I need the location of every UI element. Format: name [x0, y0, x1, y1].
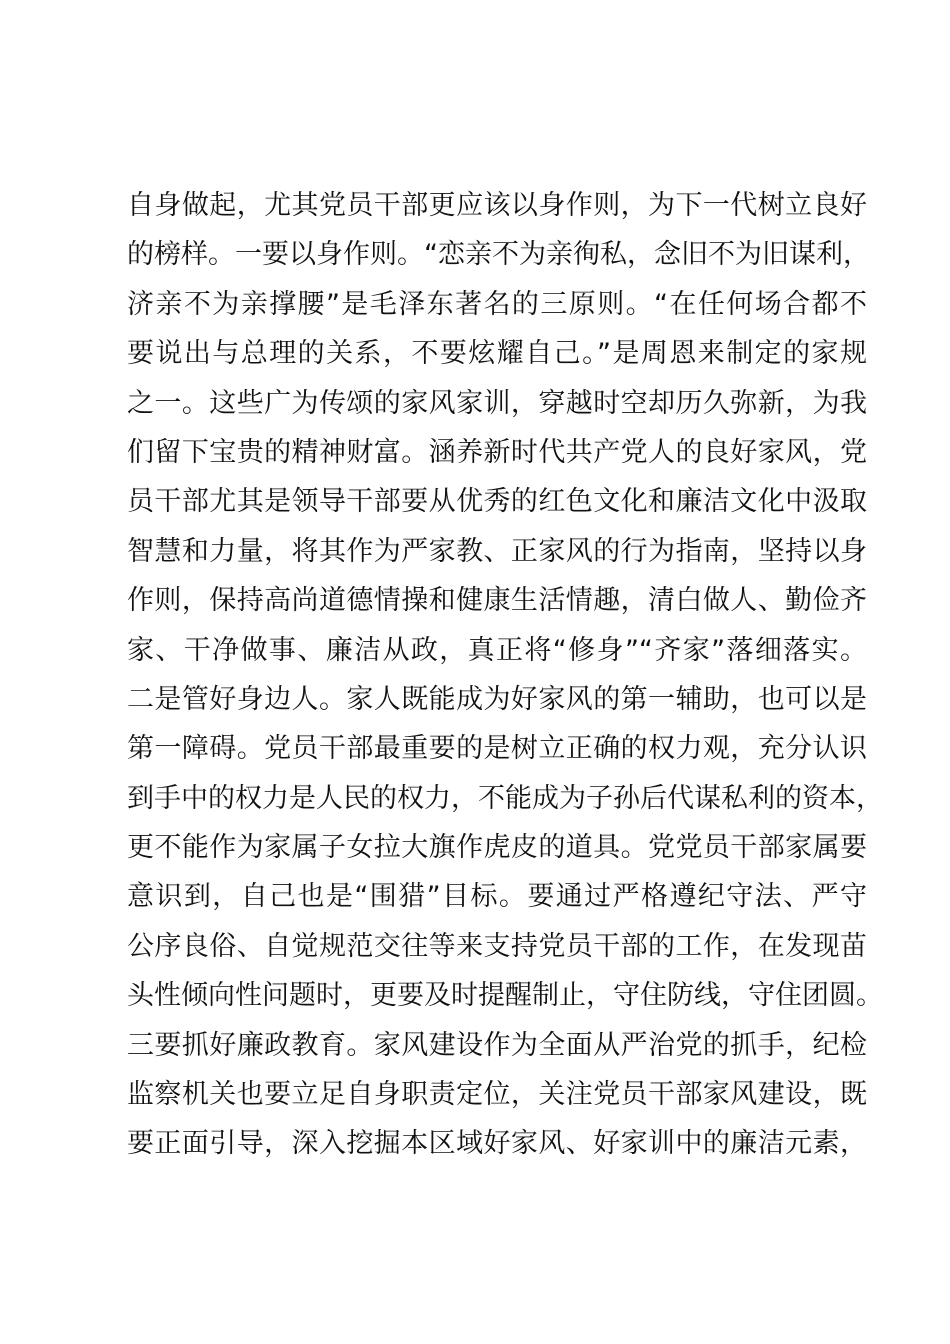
text-line: 的榜样。一要以身作则。“恋亲不为亲徇私，念旧不为旧谋利，	[127, 239, 870, 271]
text-line: 到手中的权力是人民的权力，不能成为子孙后代谋私利的资本，	[127, 782, 883, 814]
text-line: 二是管好身边人。家人既能成为好家风的第一辅助，也可以是	[127, 683, 867, 715]
text-line: 头性倾向性问题时，更要及时提醒制止，守住防线，守住团圆。	[127, 980, 883, 1012]
text-line: 作则，保持高尚道德情操和健康生活情趣，清白做人、勤俭齐	[127, 585, 867, 617]
text-line: 要正面引导，深入挖掘本区域好家风、好家训中的廉洁元素，	[127, 1128, 867, 1160]
text-line: 之一。这些广为传颂的家风家训，穿越时空却历久弥新，为我	[127, 387, 867, 419]
text-line: 更不能作为家属子女拉大旗作虎皮的道具。党党员干部家属要	[127, 832, 867, 864]
text-line: 要说出与总理的关系，不要炫耀自己。”是周恩来制定的家规	[127, 338, 867, 370]
text-line: 公序良俗、自觉规范交往等来支持党员干部的工作，在发现苗	[127, 930, 867, 962]
text-line: 三要抓好廉政教育。家风建设作为全面从严治党的抓手，纪检	[127, 1029, 867, 1061]
text-line: 监察机关也要立足自身职责定位，关注党员干部家风建设，既	[127, 1079, 867, 1111]
text-line: 第一障碍。党员干部最重要的是树立正确的权力观，充分认识	[127, 733, 867, 765]
text-line: 意识到，自己也是“围猎”目标。要通过严格遵纪守法、严守	[127, 881, 867, 913]
text-line: 智慧和力量，将其作为严家教、正家风的行为指南，坚持以身	[127, 535, 867, 567]
text-line: 员干部尤其是领导干部要从优秀的红色文化和廉洁文化中汲取	[127, 486, 867, 518]
body-paragraph	[127, 181, 883, 1169]
text-line: 家、干净做事、廉洁从政，真正将“修身”“齐家”落细落实。	[127, 634, 867, 666]
text-line: 们留下宝贵的精神财富。涵养新时代共产党人的良好家风，党	[127, 436, 867, 468]
text-line: 济亲不为亲撑腰”是毛泽东著名的三原则。“在任何场合都不	[127, 288, 867, 320]
text-line: 自身做起，尤其党员干部更应该以身作则，为下一代树立良好	[127, 190, 867, 221]
